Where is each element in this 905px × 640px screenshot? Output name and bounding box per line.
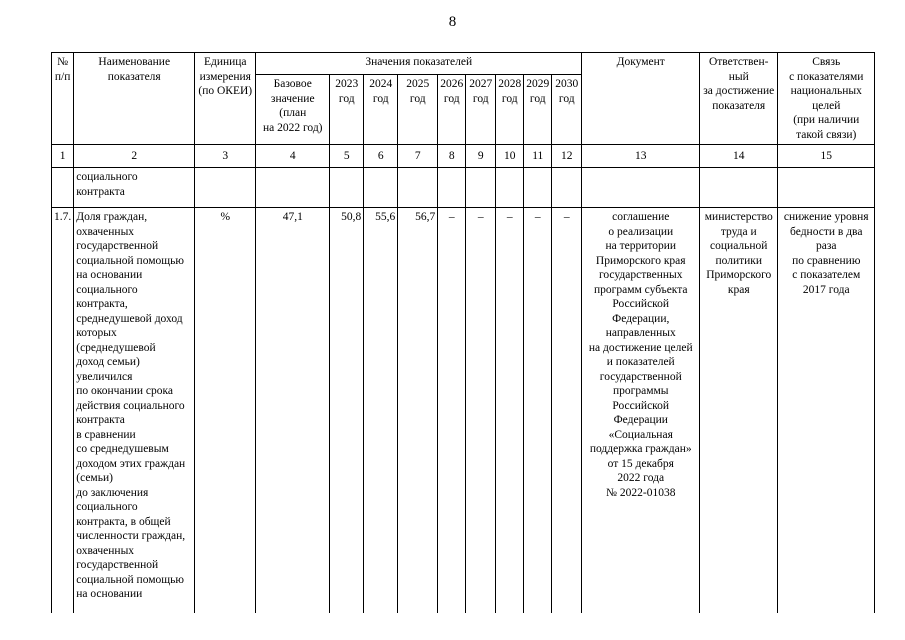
row-num: 1.7.	[52, 208, 74, 613]
col-number: 8	[438, 145, 466, 168]
header-responsible: Ответствен- ный за достижение показателя	[700, 53, 778, 145]
header-year: 2030 год	[552, 75, 582, 145]
row-year-value	[364, 168, 398, 208]
header-base: Базовое значение (план на 2022 год)	[256, 75, 330, 145]
header-year: 2024 год	[364, 75, 398, 145]
row-document	[582, 168, 700, 208]
row-responsible: министерство труда и социальной политики Приморского края	[700, 208, 778, 613]
header-row	[52, 53, 875, 75]
row-year-value: 55,6	[364, 208, 398, 613]
col-number: 9	[466, 145, 496, 168]
col-number: 15	[778, 145, 875, 168]
header-year: 2025 год	[398, 75, 438, 145]
col-number: 13	[582, 145, 700, 168]
row-unit: %	[195, 208, 256, 613]
row-year-value	[552, 168, 582, 208]
row-base: 47,1	[256, 208, 330, 613]
column-numbers-row	[52, 145, 875, 168]
col-number: 6	[364, 145, 398, 168]
row-name: социального контракта	[74, 168, 195, 208]
header-name: Наименование показателя	[74, 53, 195, 145]
row-year-value: 50,8	[330, 208, 364, 613]
header-year: 2028 год	[496, 75, 524, 145]
header-year: 2026 год	[438, 75, 466, 145]
col-number: 10	[496, 145, 524, 168]
row-year-value	[496, 168, 524, 208]
page-number: 8	[448, 14, 457, 30]
header-unit: Единица измерения (по ОКЕИ)	[195, 53, 256, 145]
row-num	[52, 168, 74, 208]
table-row	[52, 168, 875, 208]
row-link	[778, 168, 875, 208]
row-document: соглашение о реализации на территории Приморского края государственных программ субъекта Российской Федерации, направленных на достижение целей и показателей государственной программы Российской Федерации «Социальная поддержка граждан» от 15 декабря 2022 года № 2022-01038	[582, 208, 700, 613]
row-year-value	[438, 168, 466, 208]
header-link: Связь с показателями национальных целей (при наличии такой связи)	[778, 53, 875, 145]
row-year-value: –	[552, 208, 582, 613]
row-year-value: –	[496, 208, 524, 613]
col-number: 2	[74, 145, 195, 168]
col-number: 12	[552, 145, 582, 168]
row-unit	[195, 168, 256, 208]
col-number: 14	[700, 145, 778, 168]
col-number: 11	[524, 145, 552, 168]
col-number: 4	[256, 145, 330, 168]
row-year-value	[524, 168, 552, 208]
row-year-value	[466, 168, 496, 208]
row-year-value: –	[438, 208, 466, 613]
row-name: Доля граждан, охваченных государственной социальной помощью на основании социального контракта, среднедушевой доход которых (среднедушевой доход семьи) увеличился по окончании срока действия социального контракта в сравнении со среднедушевым доходом этих граждан (семьи) до заключения социального контракта, в общей численности граждан, охваченных государственной социальной помощью на основании	[74, 208, 195, 613]
row-year-value: 56,7	[398, 208, 438, 613]
header-year: 2027 год	[466, 75, 496, 145]
row-year-value: –	[466, 208, 496, 613]
indicators-table	[51, 52, 875, 613]
header-year: 2029 год	[524, 75, 552, 145]
row-responsible	[700, 168, 778, 208]
header-num: № п/п	[52, 53, 74, 145]
col-number: 5	[330, 145, 364, 168]
col-number: 1	[52, 145, 74, 168]
table-row	[52, 208, 875, 613]
row-base	[256, 168, 330, 208]
header-values-group: Значения показателей	[256, 53, 582, 75]
row-year-value	[330, 168, 364, 208]
header-document: Документ	[582, 53, 700, 145]
col-number: 7	[398, 145, 438, 168]
row-year-value	[398, 168, 438, 208]
row-year-value: –	[524, 208, 552, 613]
header-year: 2023 год	[330, 75, 364, 145]
col-number: 3	[195, 145, 256, 168]
row-link: снижение уровня бедности в два раза по сравнению с показателем 2017 года	[778, 208, 875, 613]
